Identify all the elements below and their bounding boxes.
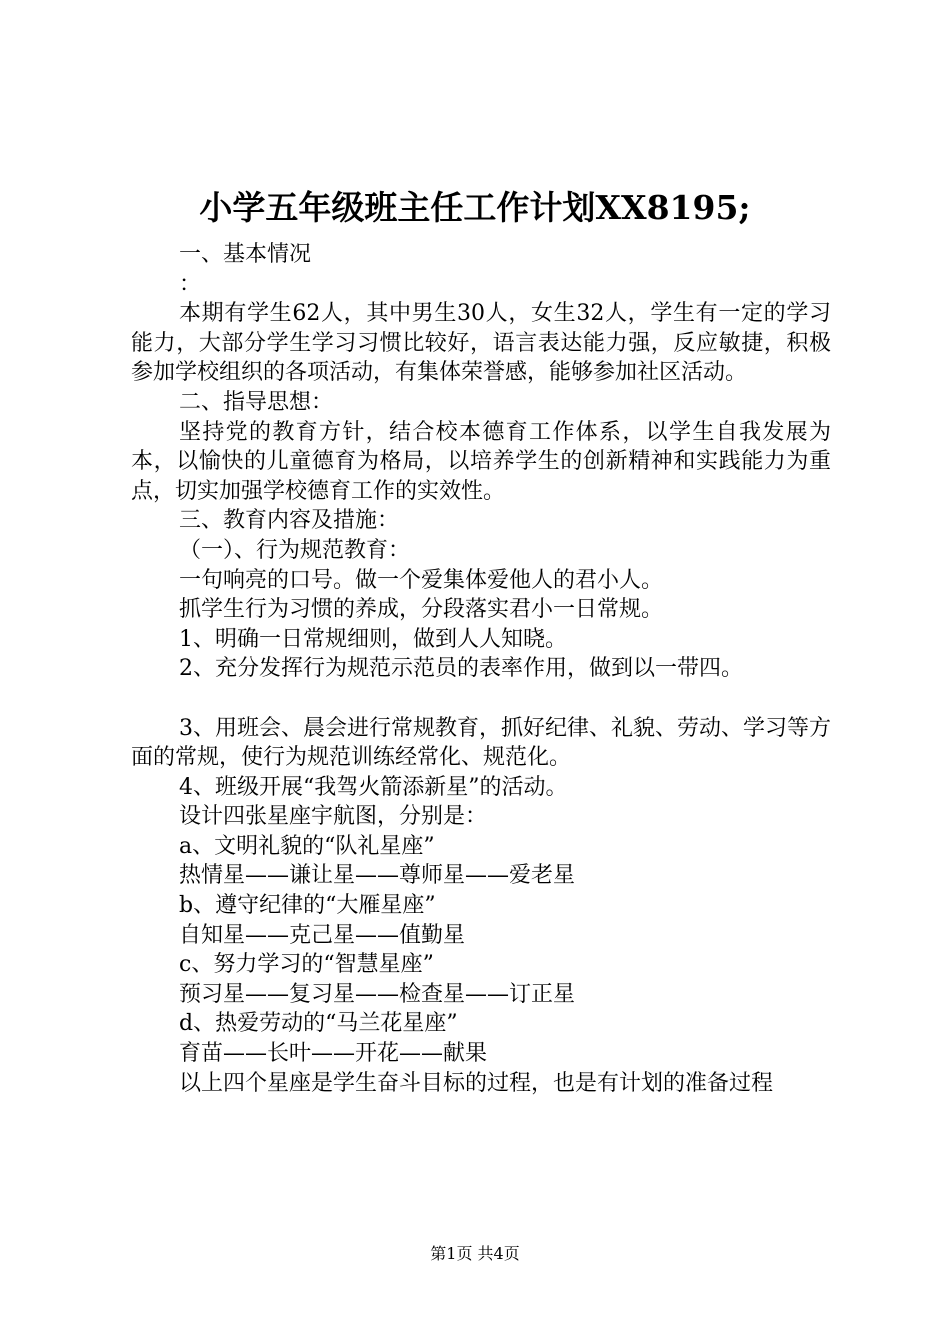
section-heading-guiding: 二、指导思想：	[179, 389, 334, 415]
constellation-d-stars: 育苗——长叶——开花——献果	[179, 1041, 488, 1067]
constellation-c-stars: 预习星——复习星——检查星——订正星	[179, 981, 576, 1007]
line-slogan: 一句响亮的口号。做一个爱集体爱他人的君小人。	[179, 567, 664, 593]
section-heading-basic: 一、基本情况	[179, 242, 312, 267]
paragraph-closing: 以上四个星座是学生奋斗目标的过程，也是有计划的准备过程	[179, 1070, 774, 1096]
list-item-1: 1、明确一日常规细则，做到人人知晓。	[179, 626, 567, 652]
constellation-b-stars: 自知星——克己星——值勤星	[179, 922, 466, 948]
line-habit: 抓学生行为习惯的养成，分段落实君小一日常规。	[179, 597, 664, 623]
paragraph-guiding-thought: 坚持党的教育方针，结合校本德育工作体系，以学生自我发展为本，以愉快的儿童德育为格局，以培养学生的创新精神和实践能力为重点，切实加强学校德育工作的实效性。	[131, 419, 831, 504]
list-item-4: 4、班级开展“我驾火箭添新星”的活动。	[179, 774, 568, 800]
constellation-d-title: d、热爱劳动的“马兰花星座”	[179, 1011, 458, 1037]
document-body	[131, 240, 831, 1098]
paragraph-basic-situation: 本期有学生62人，其中男生30人，女生32人，学生有一定的学习能力，大部分学生学习习惯比较好，语言表达能力强，反应敏捷，积极参加学校组织的各项活动，有集体荣誉感，能够参加社区活动。	[131, 301, 831, 386]
constellation-a-stars: 热情星——谦让星——尊师星——爱老星	[179, 863, 576, 889]
section-colon: ：	[179, 271, 202, 297]
subsection-heading-behavior: （一）、行为规范教育：	[179, 537, 411, 563]
constellation-b-title: b、遵守纪律的“大雁星座”	[179, 893, 436, 919]
document-title: 小学五年级班主任工作计划XX8195;	[199, 188, 751, 227]
blank-line	[131, 684, 831, 714]
constellation-c-title: c、努力学习的“智慧星座”	[179, 952, 434, 978]
section-heading-content: 三、教育内容及措施：	[179, 508, 400, 534]
list-item-3: 3、用班会、晨会进行常规教育，抓好纪律、礼貌、劳动、学习等方面的常规，使行为规范训练经常化、规范化。	[131, 715, 831, 771]
line-design: 设计四张星座宇航图，分别是：	[179, 804, 488, 830]
constellation-a-title: a、文明礼貌的“队礼星座”	[179, 833, 435, 859]
list-item-2: 2、充分发挥行为规范示范员的表率作用，做到以一带四。	[179, 656, 743, 682]
page-footer: 第1页 共4页	[430, 1244, 520, 1263]
